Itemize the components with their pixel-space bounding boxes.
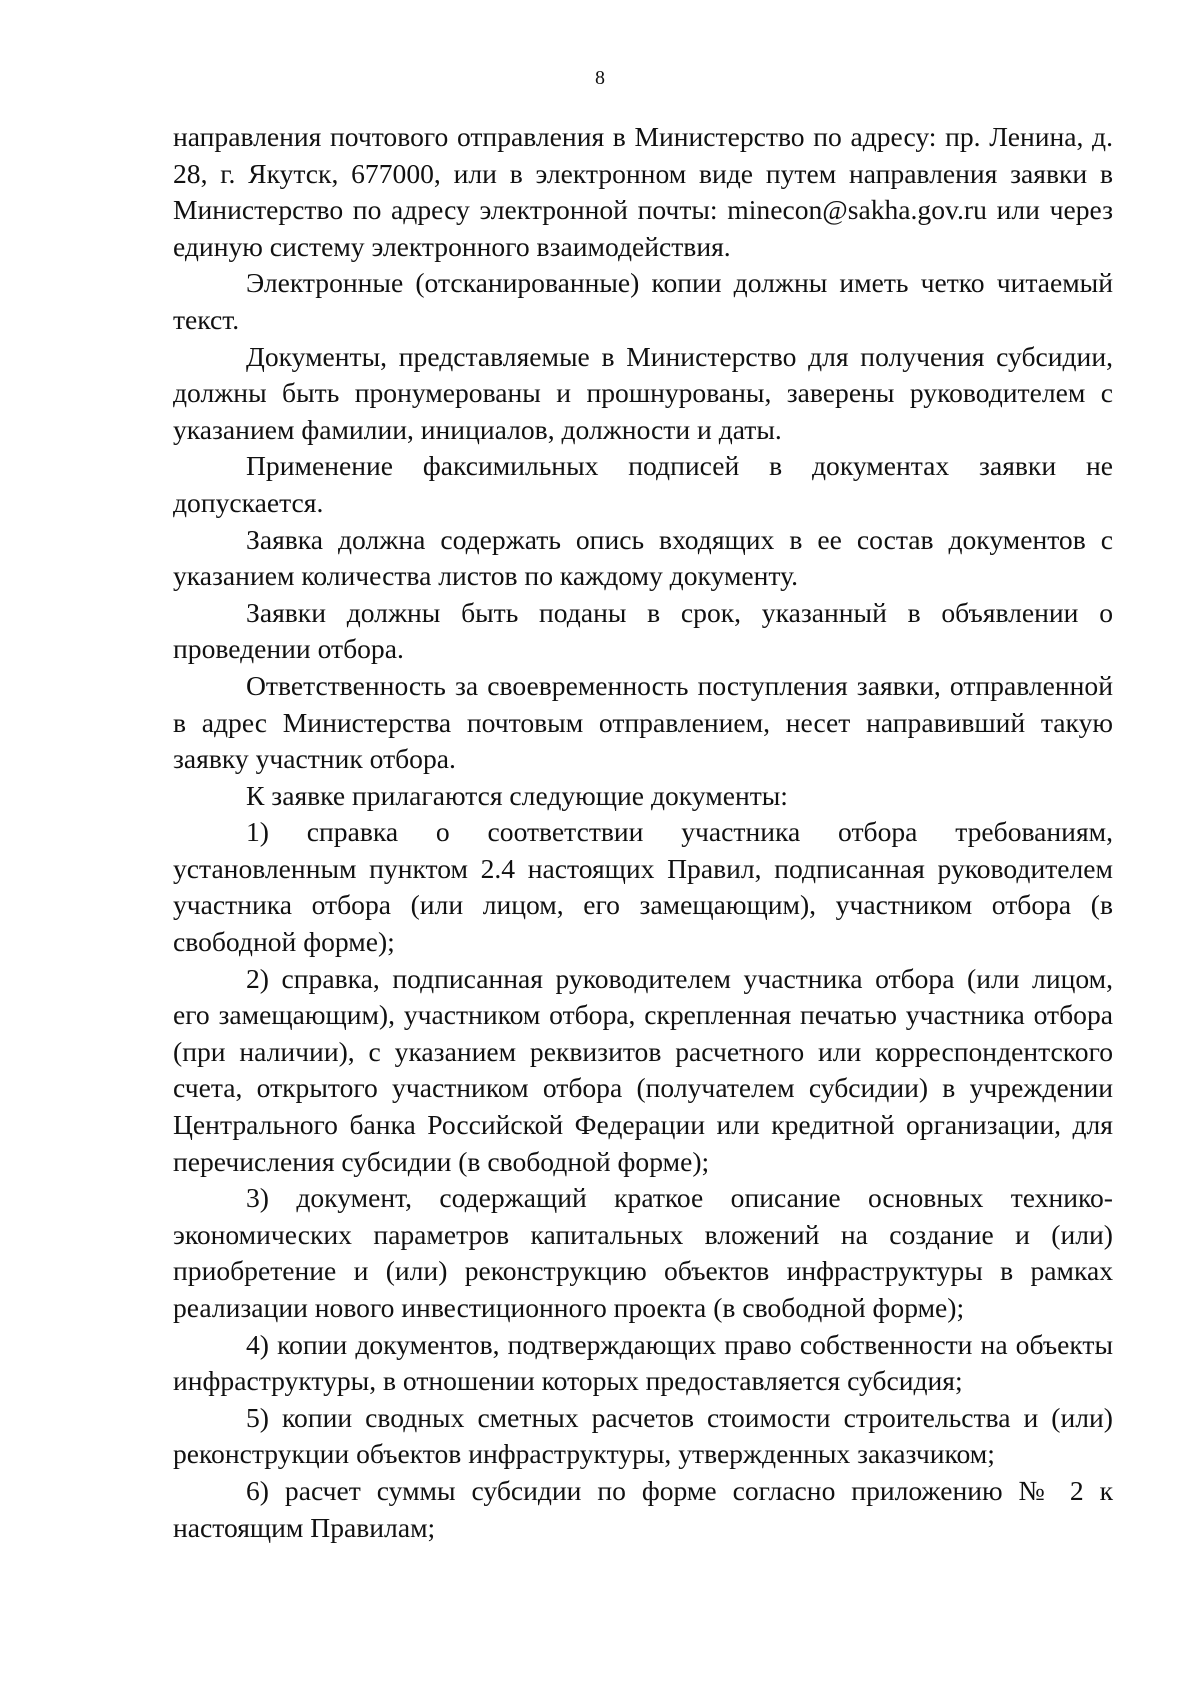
paragraph-facsimile-signatures: Применение факсимильных подписей в документах заявки не допускается. <box>173 450 1113 518</box>
list-item-4: 4) копии документов, подтверждающих право собственности на объекты инфраструктуры, в отношении которых предоставляется субсидия; <box>173 1328 1113 1397</box>
paragraph-responsibility: Ответственность за своевременность поступления заявки, отправленной в адрес Министерства почтовым отправлением, несет направивший такую заявку участник отбора. <box>173 669 1113 775</box>
paragraph-document-certification: Документы, представляемые в Министерство для получения субсидии, должны быть пронумерованы и прошнурованы, заверены руководителем с указанием фамилии, инициалов, должности и даты. <box>173 340 1113 445</box>
list-item-1: 1) справка о соответствии участника отбора требованиям, установленным пунктом 2.4 настоящих Правил, подписанная руководителем участника отбора (или лицом, его замещающим), участником отбора (в свободной форме); <box>173 816 1113 958</box>
list-item-6: 6) расчет суммы субсидии по форме согласно приложению № 2 к настоящим Правилам; <box>173 1474 1113 1543</box>
paragraph-attachments-intro: К заявке прилагаются следующие документы: <box>246 779 788 811</box>
paragraph-address: направления почтового отправления в Министерство по адресу: пр. Ленина, д. 28, г. Якутск, 677000, или в электронном виде путем направления заявки в Министерство по адресу электронной почты: minecon@sakha.gov.ru или через единую систему электронного взаимодействия. <box>173 121 1113 262</box>
paragraph-deadline: Заявки должны быть поданы в срок, указанный в объявлении о проведении отбора. <box>173 596 1113 665</box>
page-number: 8 <box>595 67 605 89</box>
paragraph-inventory: Заявка должна содержать опись входящих в ее состав документов с указанием количества листов по каждому документу. <box>173 523 1113 592</box>
list-item-3: 3) документ, содержащий краткое описание основных технико-экономических параметров капитальных вложений на создание и (или) приобретение и (или) реконструкцию объектов инфраструктуры в рамках реализации нового инвестиционного проекта (в свободной форме); <box>173 1182 1113 1323</box>
list-item-2: 2) справка, подписанная руководителем участника отбора (или лицом, его замещающим), участником отбора, скрепленная печатью участника отбора (при наличии), с указанием реквизитов расчетного или корреспондентского счета, открытого участником отбора (получателем субсидии) в учреждении Центрального банка Российской Федерации или кредитной организации, для перечисления субсидии (в свободной форме); <box>173 962 1113 1177</box>
document-body <box>173 119 1113 1546</box>
list-item-5: 5) копии сводных сметных расчетов стоимости строительства и (или) реконструкции объектов инфраструктуры, утвержденных заказчиком; <box>173 1401 1113 1470</box>
paragraph-electronic-copies: Электронные (отсканированные) копии должны иметь четко читаемый текст. <box>173 267 1113 335</box>
